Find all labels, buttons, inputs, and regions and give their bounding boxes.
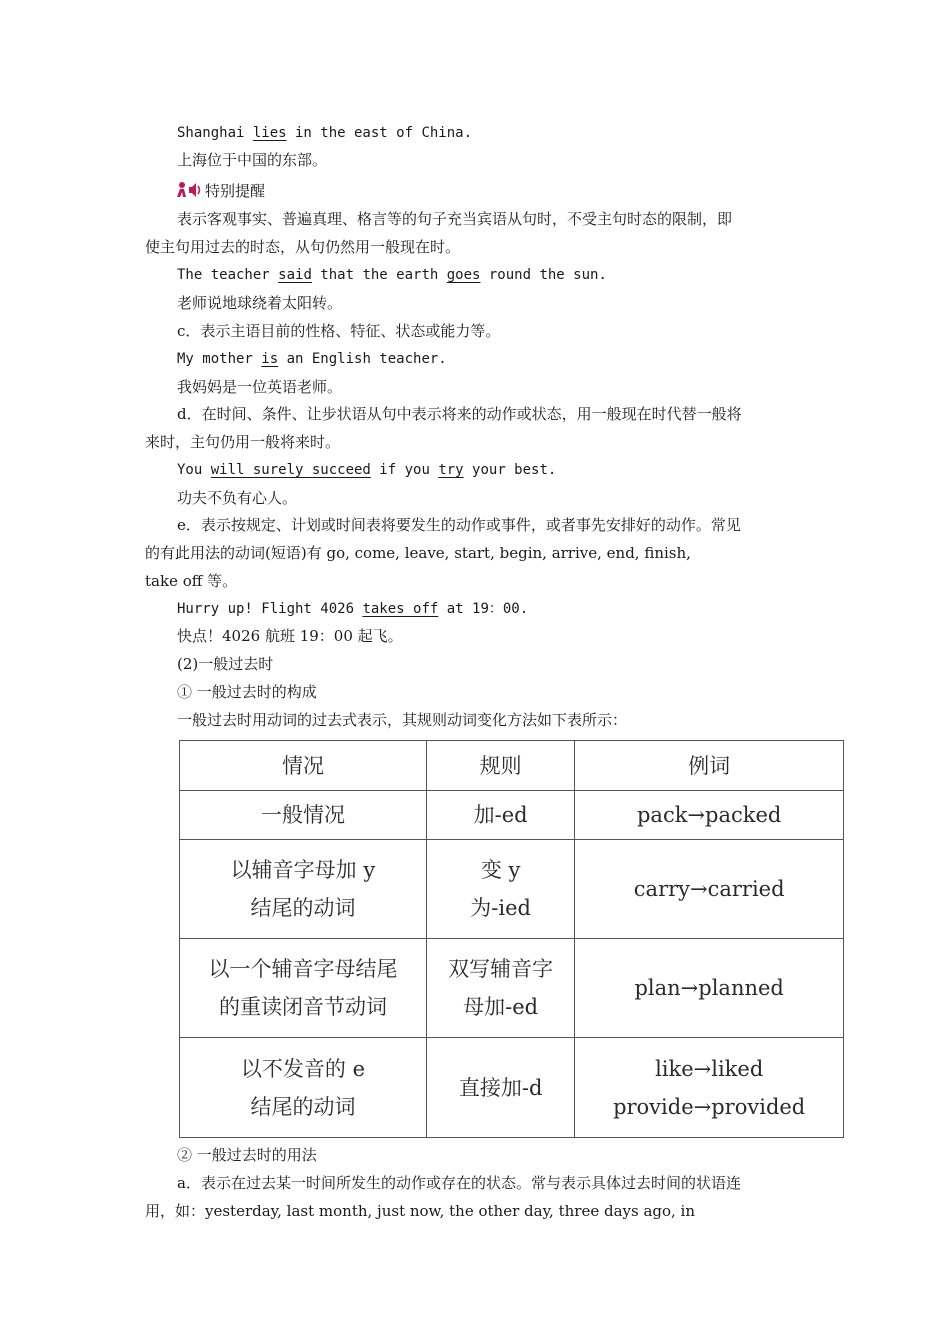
translation: 上海位于中国的东部。 xyxy=(177,151,328,169)
table-row xyxy=(180,791,844,840)
table-cell: 一般情况 xyxy=(180,791,427,840)
paragraph-line: 的有此用法的动词(短语)有 go, come, leave, start, begin, arrive, end, finish, xyxy=(145,544,691,562)
text-span: The teacher xyxy=(177,267,279,283)
example-sentence xyxy=(177,348,447,370)
text-span: My mother xyxy=(177,351,262,367)
paragraph-line: 表示客观事实、普遍真理、格言等的句子充当宾语从句时，不受主句时态的限制，即 xyxy=(177,210,733,228)
example-sentence xyxy=(177,598,528,620)
underlined-verb: takes off xyxy=(362,601,439,617)
text-span: at 19：00. xyxy=(438,601,529,617)
table-row xyxy=(180,1038,844,1138)
underlined-verb: is xyxy=(261,351,279,367)
example-sentence xyxy=(177,459,556,481)
text-span: round the sun. xyxy=(480,267,607,283)
subsection-heading: ② 一般过去时的用法 xyxy=(177,1146,317,1164)
text-span: in the east of China. xyxy=(286,125,473,141)
table-cell: plan→planned xyxy=(575,939,844,1038)
table-header-cell: 情况 xyxy=(180,741,427,791)
paragraph-line: 使主句用过去的时态，从句仍然用一般现在时。 xyxy=(145,238,461,256)
text-span: Shanghai xyxy=(177,125,253,141)
underlined-verb: try xyxy=(438,462,464,478)
table-row xyxy=(180,939,844,1038)
tip-title: 特别提醒 xyxy=(205,182,266,200)
paragraph-line: 一般过去时用动词的过去式表示，其规则动词变化方法如下表所示： xyxy=(177,711,628,729)
table-cell: pack→packed xyxy=(575,791,844,840)
section-item: d．在时间、条件、让步状语从句中表示将来的动作或状态，用一般现在时代替一般将 xyxy=(177,405,742,423)
table-cell: 以不发音的 e 结尾的动词 xyxy=(180,1038,427,1138)
section-item: a．表示在过去某一时间所发生的动作或存在的状态。常与表示具体过去时间的状语连 xyxy=(177,1174,741,1192)
table-cell: 以辅音字母加 y 结尾的动词 xyxy=(180,840,427,939)
table-header-cell: 例词 xyxy=(575,741,844,791)
underlined-verb: lies xyxy=(252,125,287,141)
table-cell: 变 y 为-ied xyxy=(426,840,574,939)
text-span: if you xyxy=(370,462,439,478)
verb-rules-table xyxy=(179,740,844,1138)
subsection-heading: ① 一般过去时的构成 xyxy=(177,683,317,701)
table-cell: 加-ed xyxy=(426,791,574,840)
text-span: that the earth xyxy=(311,267,447,283)
table-cell: carry→carried xyxy=(575,840,844,939)
paragraph-line: 用，如：yesterday, last month, just now, the other day, three days ago, in xyxy=(145,1202,696,1220)
underlined-verb: said xyxy=(278,267,312,283)
text-span: Hurry up! Flight 4026 xyxy=(177,601,363,617)
table-row xyxy=(180,840,844,939)
translation: 老师说地球绕着太阳转。 xyxy=(177,294,343,312)
table-header-cell: 规则 xyxy=(426,741,574,791)
translation: 我妈妈是一位英语老师。 xyxy=(177,378,343,396)
section-item: c．表示主语目前的性格、特征、状态或能力等。 xyxy=(177,322,501,340)
underlined-verb: goes xyxy=(446,267,481,283)
underlined-verb: will surely succeed xyxy=(210,462,371,478)
table-header-row xyxy=(180,741,844,791)
translation: 功夫不负有心人。 xyxy=(177,489,298,507)
text-span: your best. xyxy=(463,462,557,478)
section-item: e．表示按规定、计划或时间表将要发生的动作或事件，或者事先安排好的动作。常见 xyxy=(177,516,741,534)
text-span: You xyxy=(177,462,211,478)
table-cell: 以一个辅音字母结尾 的重读闭音节动词 xyxy=(180,939,427,1038)
table-cell: 直接加-d xyxy=(426,1038,574,1138)
example-sentence xyxy=(177,122,472,144)
translation: 快点！4026 航班 19：00 起飞。 xyxy=(177,627,403,645)
paragraph-line: 来时，主句仍用一般将来时。 xyxy=(145,433,341,451)
table-cell: 双写辅音字 母加-ed xyxy=(426,939,574,1038)
tip-heading xyxy=(177,180,265,205)
text-span: an English teacher. xyxy=(278,351,447,367)
tip-icon xyxy=(177,181,203,205)
example-sentence xyxy=(177,264,607,286)
paragraph-line: take off 等。 xyxy=(145,572,238,590)
section-heading: (2)一般过去时 xyxy=(177,655,274,673)
table-cell: like→liked provide→provided xyxy=(575,1038,844,1138)
